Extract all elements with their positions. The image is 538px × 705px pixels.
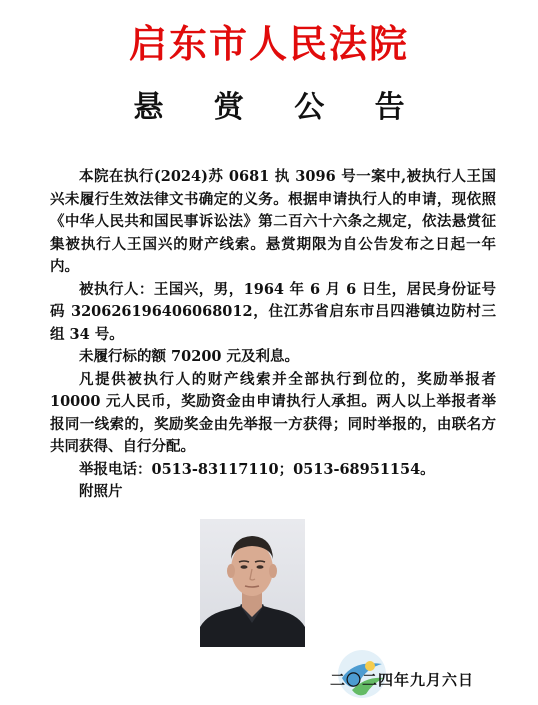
debtor-photo	[200, 519, 305, 647]
paragraph-reward: 凡提供被执行人的财产线索并全部执行到位的，奖励举报者 10000 元人民币，奖励资金由申请执行人承担。两人以上举报者举报同一线索的，奖励奖金由先举报一方获得；同时举报的，由联名方共同获得、自行分配。	[50, 370, 496, 455]
paragraph-amount: 未履行标的额 70200 元及利息。	[79, 348, 300, 365]
paragraph-debtor-info: 被执行人：王国兴，男，1964 年 6 月 6 日生，居民身份证号码 320626196406068012，住江苏省启东市吕四港镇边防村三组 34 号。	[50, 280, 496, 343]
paragraph-case-intro: 本院在执行(2024)苏 0681 执 3096 号一案中,被执行人王国兴未履行生效法律文书确定的义务。根据申请执行人的申请，现依照《中华人民共和国民事诉讼法》第二百六十六条之规定，依法悬赏征集被执行人王国兴的财产线索。悬赏期限为自公告发布之日起一年内。	[50, 168, 496, 275]
paragraph-photo-note: 附照片	[79, 483, 123, 500]
notice-body	[50, 166, 496, 504]
issue-date: 二〇二四年九月六日	[330, 671, 475, 689]
court-name: 启东市人民法院	[128, 21, 409, 66]
paragraph-hotline: 举报电话：0513-83117110；0513-68951154。	[79, 460, 435, 478]
notice-title: 悬 赏 公 告	[133, 90, 425, 125]
